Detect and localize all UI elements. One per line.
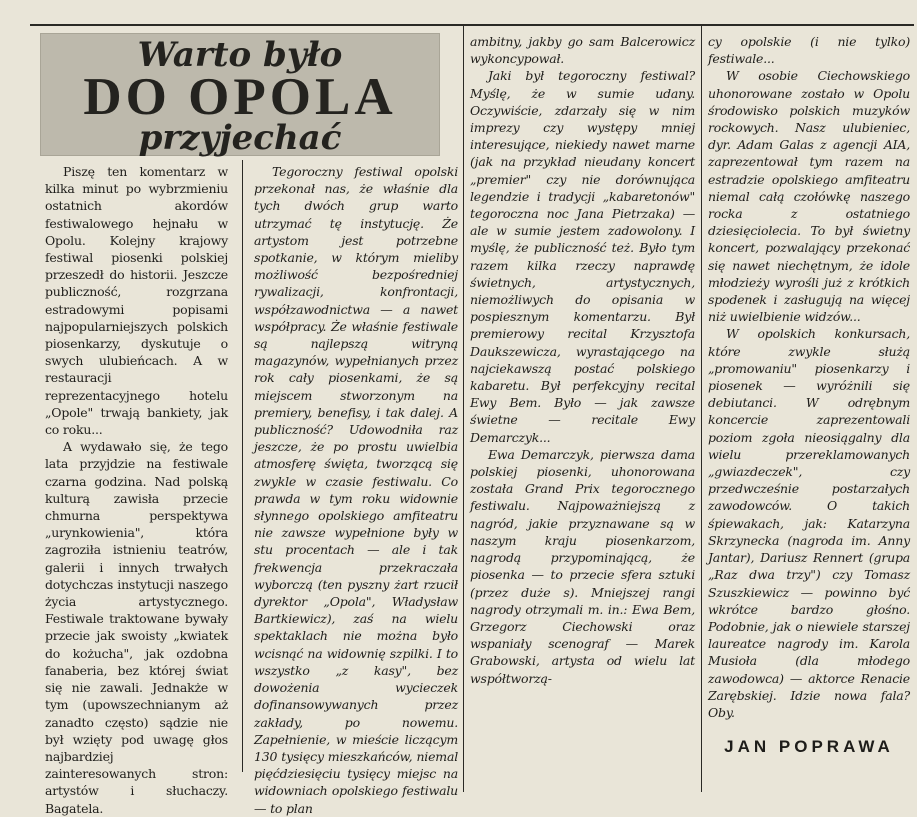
author-signature: JAN POPRAWA [724, 737, 894, 756]
paragraph: W osobie Ciechowskiego uhonorowane zostało w Opolu środowisko polskich muzyków rockowych. Nasz ulubieniec, dyr. Adam Galas z agencji AIA, zaprezentował tym razem na estradzie opolskiego amfiteatru niemal całą czołówkę naszego rocka z ostatniego dziesięciolecia. To był świetny koncert, pozwalający przekonać się nawet niechętnym, że idole młodzieży wyrośli już z krótkich spodenek i zasługują na więcej niż uwielbienie widzów... [708, 68, 910, 325]
column-divider-2 [463, 26, 464, 792]
headline-kicker: Warto było [137, 35, 343, 75]
headline-box [40, 33, 440, 156]
paragraph: cy opolskie (i nie tylko) festiwale... [708, 34, 910, 67]
article-column-4 [708, 33, 910, 730]
headline-tail: przyjechać [138, 118, 342, 158]
top-rule [30, 24, 914, 26]
article-column-3 [470, 33, 695, 785]
paragraph: A wydawało się, że tego lata przyjdzie na festiwale czarna godzina. Nad polską kulturą zawisła przecie chmurna perspektywa „urynkowienia", która zagroziła istnieniu teatrów, galerii i innych trwałych dotychczas instytucji naszego życia artystycznego. Festiwale traktowane bywały przecie jak swoisty „kwiatek do kożucha", jak ozdobna fanaberia, bez której świat się nie zawali. Jednakże w tym (upowszechnianym aż zanadto często) sądzie nie był wzięty pod uwagę głos najbardziej zainteresowanych stron: artystów i słuchaczy. Bagatela. [45, 439, 228, 816]
paragraph: Tegoroczny festiwal opolski przekonał nas, że właśnie dla tych dwóch grup warto utrzymać tę instytucję. Że artystom jest potrzebne spotkanie, w którym mieliby możliwość bezpośredniej rywalizacji, konfrontacji, współzawodnictwa — a nawet współpracy. Że właśnie festiwale są najlepszą witryną magazynów, wypełnianych przez rok cały piosenkami, że są miejscem stworzonym na premiery, benefisy, i tak dalej. A publiczność? Udowodniła raz jeszcze, że po prostu uwielbia atmosferę święta, tworzącą się zwykle w czasie festiwalu. Co prawda w tym roku widownie słynnego opolskiego amfiteatru nie zawsze wypełnione były w stu procentach — ale i tak frekwencja przekraczała wyborczą (ten pyszny żart rzucił dyrektor „Opola", Władysław Bartkiewicz), zaś na wielu spektaklach nie można było wcisnąć na widownię szpilki. I to wszystko „z kasy", bez dowożenia wycieczek dofinansowywanych przez zakłady, po nowemu. Zapełnienie, w mieście liczącym 130 tysięcy mieszkańców, niemal pięćdziesięciu tysięcy miejsc na widowniach opolskiego festiwalu — to plan [254, 164, 458, 816]
column-divider-3 [701, 26, 702, 792]
paragraph: Ewa Demarczyk, pierwsza dama polskiej piosenki, uhonorowana została Grand Prix tegorocznego festiwalu. Najpoważniejszą z nagród, jakie przyznawane są w naszym kraju piosenkarzom, nagrodą przypominającą, że piosenka — to przecie sfera sztuki (przez duże s). Mniejszej rangi nagrody otrzymali m. in.: Ewa Bem, Grzegorz Ciechowski oraz wspaniały scenograf — Marek Grabowski, artysta od wielu lat współtworzą- [470, 446, 695, 686]
article-column-2 [254, 163, 458, 816]
paragraph: Jaki był tegoroczny festiwal? Myślę, że w sumie udany. Oczywiście, zdarzały się w nim imprezy czy występy mniej interesujące, niekiedy nawet marne (jak na przykład nieudany koncert „premier" czy nie dorównująca legendzie i tradycji „kabaretonów" tegoroczna noc Jana Pietrzaka) — ale w sumie jestem zadowolony. I myślę, że publiczność też. Było tym razem kilka rzeczy naprawdę świetnych, artystycznych, niemożliwych do opisania w pospiesznym komentarzu. Był premierowy recital Krzysztofa Daukszewicza, wyrastającego na najciekawszą postać polskiego kabaretu. Był perfekcyjny recital Ewy Bem. Było — jak zawsze świetne — recitale Ewy Demarczyk... [470, 68, 695, 445]
paragraph: W opolskich konkursach, które zwykle służą „promowaniu" piosenkarzy i piosenek — wyróżnili się debiutanci. W odrębnym koncercie zaprezentowali poziom zgoła nieosiągalny dla wielu przereklamowanych „gwiazdeczek", czy przedwcześnie postarzałych zawodowców. O takich śpiewakach, jak: Katarzyna Skrzynecka (nagroda im. Anny Jantar), Dariusz Rennert (grupa „Raz dwa trzy") czy Tomasz Szuszkiewicz — powinno być wkrótce bardzo głośno. Podobnie, jak o niewiele starszej laureatce nagrody im. Karola Musioła (dla młodego zawodowca) — aktorce Renacie Zarębskiej. Idzie nowa fala? Oby. [708, 326, 910, 720]
article-column-1 [45, 163, 228, 816]
column-divider-1 [242, 160, 243, 772]
paragraph: Piszę ten komentarz w kilka minut po wybrzmieniu ostatnich akordów festiwalowego hejnału w Opolu. Kolejny krajowy festiwal piosenki polskiej przeszedł do historii. Jeszcze publiczność, rozgrzana estradowymi popisami najpopularniejszych polskich piosenkarzy, dyskutuje o swych ulubieńcach. A w restauracji reprezentacyjnego hotelu „Opole" trwają bankiety, jak co roku... [45, 164, 228, 438]
paragraph: ambitny, jakby go sam Balcerowicz wykoncypował. [470, 34, 695, 67]
headline-title: DO OPOLA [83, 68, 397, 126]
